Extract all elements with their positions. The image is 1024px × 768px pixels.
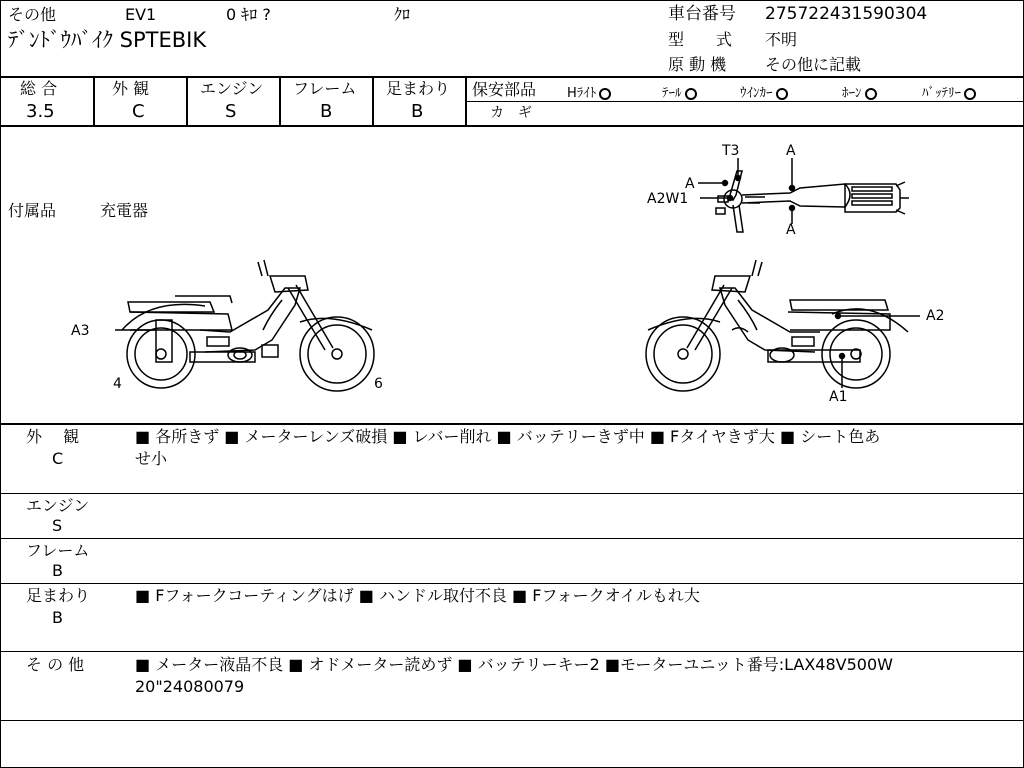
remark-grade-frame: B (52, 561, 63, 580)
label-a-bottom: A (786, 222, 796, 238)
remark-label-exterior: 外 観 (26, 427, 80, 446)
accessories-value: 充電器 (100, 201, 149, 220)
color-text: ｸﾛ (394, 5, 411, 24)
remark-label-engine: エンジン (26, 496, 90, 515)
remark-label-suspension: 足まわり (26, 586, 91, 605)
label-a3: A3 (71, 323, 90, 339)
event-code: EV1 (125, 5, 157, 24)
grade-label-overall: 総 合 (20, 79, 58, 98)
grade-value-suspension: B (411, 101, 424, 122)
remark-text-suspension: ■ Fフォークコーティングはげ ■ ハンドル取付不良 ■ Fフォークオイルもれ大 (135, 586, 700, 605)
remarks-divider (0, 538, 1024, 539)
category-text: その他 (8, 5, 57, 24)
remarks-divider (0, 493, 1024, 494)
model-name: ﾃﾞﾝﾄﾞｳﾊﾞｲｸ SPTEBIK (8, 28, 207, 52)
remark-text2-other: 20"24080079 (135, 677, 245, 696)
safety-item-headlight: Hﾗｲﾄ (567, 82, 611, 101)
label-a-left: A (685, 176, 695, 192)
remarks-top-divider (0, 423, 1024, 425)
key-text: カ ギ (490, 105, 532, 121)
remark-text-other: ■ メーター液晶不良 ■ オドメーター読めず ■ バッテリーキー2 ■モーターユニット番号:LAX48V500W (135, 655, 893, 674)
label-a2: A2 (926, 308, 945, 324)
remark-grade-suspension: B (52, 608, 63, 627)
remark-label-frame: フレーム (26, 541, 90, 560)
remark-grade-engine: S (52, 516, 63, 535)
remark-grade-exterior: C (52, 449, 64, 468)
grade-value-frame: B (320, 101, 333, 122)
label-a2w1: A2W1 (647, 191, 689, 207)
type-label: 型 式 (668, 30, 733, 49)
chassis-label: 車台番号 (668, 4, 736, 24)
safety-item-battery: ﾊﾞｯﾃﾘｰ (922, 82, 976, 101)
safety-item-winker: ｳｲﾝｶｰ (740, 82, 788, 101)
label-t3: T3 (722, 143, 740, 159)
accessories-label: 付属品 (8, 201, 57, 220)
remark-label-other: そ の 他 (26, 655, 85, 674)
safety-item-horn: ﾎｰﾝ (842, 82, 877, 101)
remarks-divider (0, 651, 1024, 652)
label-num-6: 6 (374, 376, 383, 392)
grade-value-engine: S (225, 101, 237, 122)
remarks-divider (0, 583, 1024, 584)
engine-value: その他に記載 (765, 55, 862, 74)
chassis-number: 275722431590304 (765, 4, 928, 24)
remark-text-exterior: ■ 各所きず ■ メーターレンズ破損 ■ レバー削れ ■ バッテリーきず中 ■ Fタイヤきず大 ■ シート色あ (135, 427, 881, 446)
label-num-4: 4 (113, 376, 122, 392)
grade-label-engine: エンジン (200, 79, 264, 98)
mileage-text: 0 ｷﾛ ? (226, 5, 271, 24)
label-a1: A1 (829, 389, 848, 405)
safety-label: 保安部品 (472, 80, 537, 99)
type-value: 不明 (765, 30, 798, 49)
grade-value-exterior: C (132, 101, 145, 122)
engine-label: 原 動 機 (668, 55, 727, 74)
grade-value-overall: 3.5 (26, 101, 55, 122)
grade-label-frame: フレーム (293, 79, 357, 98)
remarks-divider (0, 720, 1024, 721)
grade-label-suspension: 足まわり (386, 79, 451, 98)
grade-label-exterior: 外 観 (112, 79, 150, 98)
safety-item-tail: ﾃｰﾙ (662, 82, 697, 101)
remark-text2-exterior: せ小 (135, 449, 168, 468)
label-a-top: A (786, 143, 796, 159)
